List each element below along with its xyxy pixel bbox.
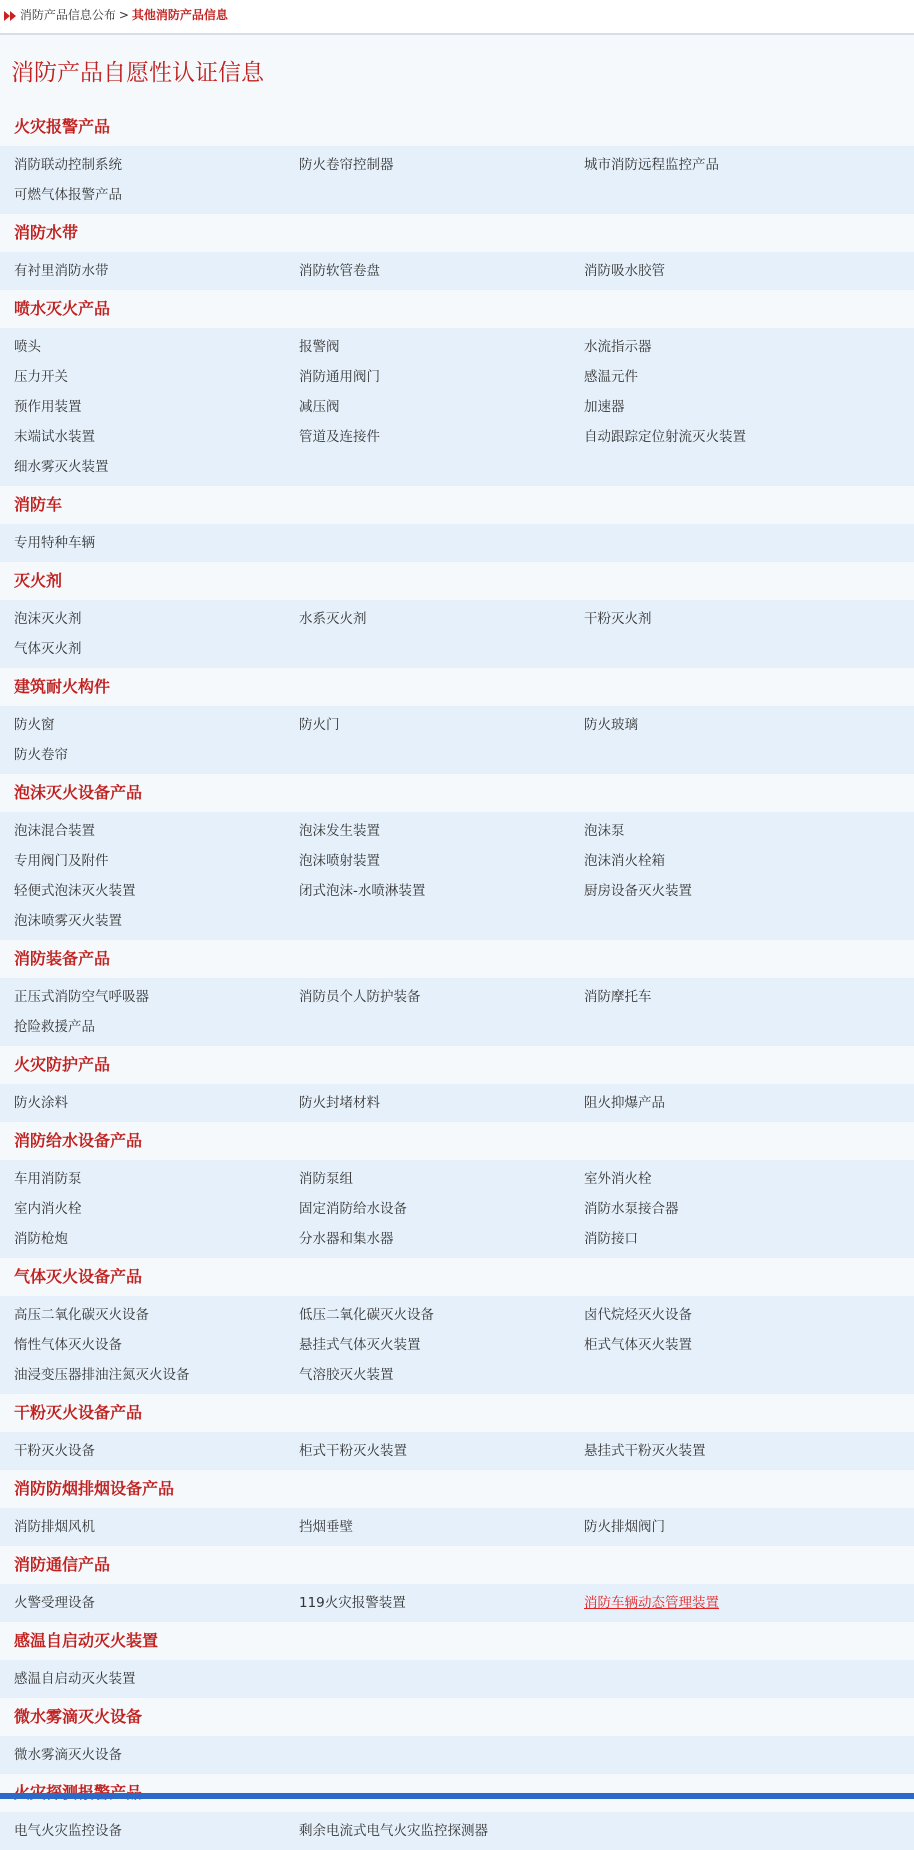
category-title: 消防车 <box>0 486 914 524</box>
item-row <box>0 1360 914 1390</box>
product-link[interactable]: 消防车辆动态管理装置 <box>584 1595 719 1611</box>
category-title: 消防防烟排烟设备产品 <box>0 1470 914 1508</box>
product-link[interactable]: 专用特种车辆 <box>14 535 95 551</box>
category-items <box>0 146 914 214</box>
category-title: 灭火剂 <box>0 562 914 600</box>
item-row <box>0 362 914 392</box>
breadcrumb-current: 其他消防产品信息 <box>131 8 228 22</box>
item-row <box>0 1512 914 1542</box>
category-section <box>0 1046 914 1122</box>
category-title: 干粉灭火设备产品 <box>0 1394 914 1432</box>
product-link[interactable]: 管道及连接件 <box>299 429 380 445</box>
category-title: 喷水灭火产品 <box>0 290 914 328</box>
item-row <box>0 906 914 936</box>
product-link[interactable]: 防火排烟阀门 <box>584 1519 665 1535</box>
category-section <box>0 1546 914 1622</box>
category-title: 泡沫灭火设备产品 <box>0 774 914 812</box>
category-section <box>0 486 914 562</box>
product-link[interactable]: 闭式泡沫-水喷淋装置 <box>299 883 426 899</box>
category-items <box>0 1084 914 1122</box>
category-title: 消防装备产品 <box>0 940 914 978</box>
product-link[interactable]: 泡沫泵 <box>584 823 625 839</box>
category-title: 火灾报警产品 <box>0 108 914 146</box>
item-row <box>0 1088 914 1118</box>
product-link[interactable]: 消防摩托车 <box>584 989 652 1005</box>
category-items <box>0 812 914 940</box>
category-section <box>0 668 914 774</box>
product-link[interactable]: 火警受理设备 <box>14 1595 95 1611</box>
product-link[interactable]: 预作用装置 <box>14 399 82 415</box>
item-row <box>0 528 914 558</box>
product-link[interactable]: 悬挂式气体灭火装置 <box>299 1337 421 1353</box>
product-link[interactable]: 末端试水装置 <box>14 429 95 445</box>
category-section <box>0 1122 914 1258</box>
product-link[interactable]: 119火灾报警装置 <box>299 1595 406 1611</box>
product-link[interactable]: 泡沫混合装置 <box>14 823 95 839</box>
category-title: 消防通信产品 <box>0 1546 914 1584</box>
product-link[interactable]: 剩余电流式电气火灾监控探测器 <box>299 1823 488 1839</box>
product-link[interactable]: 泡沫发生装置 <box>299 823 380 839</box>
category-section <box>0 1470 914 1546</box>
product-link[interactable]: 防火封堵材料 <box>299 1095 380 1111</box>
product-link[interactable]: 压力开关 <box>14 369 68 385</box>
category-items <box>0 1584 914 1622</box>
product-link[interactable]: 卤代烷烃灭火设备 <box>584 1307 692 1323</box>
product-link[interactable]: 高压二氧化碳灭火设备 <box>14 1307 149 1323</box>
category-section <box>0 290 914 486</box>
category-title: 微水雾滴灭火设备 <box>0 1698 914 1736</box>
product-link[interactable]: 防火玻璃 <box>584 717 638 733</box>
product-link[interactable]: 泡沫喷雾灭火装置 <box>14 913 122 929</box>
item-row <box>0 332 914 362</box>
item-row <box>0 1436 914 1466</box>
item-row <box>0 256 914 286</box>
product-link[interactable]: 气溶胶灭火装置 <box>299 1367 394 1383</box>
product-link[interactable]: 防火门 <box>299 717 340 733</box>
item-row <box>0 150 914 180</box>
category-section <box>0 1774 914 1850</box>
product-link[interactable]: 电气火灾监控设备 <box>14 1823 122 1839</box>
product-link[interactable]: 消防水泵接合器 <box>584 1201 679 1217</box>
item-row <box>0 982 914 1012</box>
product-link[interactable]: 泡沫灭火剂 <box>14 611 82 627</box>
product-link[interactable]: 防火窗 <box>14 717 55 733</box>
item-row <box>0 1012 914 1042</box>
category-items <box>0 1432 914 1470</box>
item-row <box>0 846 914 876</box>
category-items <box>0 328 914 486</box>
product-link[interactable]: 泡沫消火栓箱 <box>584 853 665 869</box>
product-link[interactable]: 消防软管卷盘 <box>299 263 380 279</box>
product-link[interactable]: 干粉灭火设备 <box>14 1443 95 1459</box>
item-row <box>0 876 914 906</box>
product-link[interactable]: 细水雾灭火装置 <box>14 459 109 475</box>
item-row <box>0 816 914 846</box>
category-list <box>0 108 914 1850</box>
item-row <box>0 1740 914 1770</box>
product-link[interactable]: 感温元件 <box>584 369 638 385</box>
item-row <box>0 1194 914 1224</box>
product-link[interactable]: 自动跟踪定位射流灭火装置 <box>584 429 746 445</box>
category-items <box>0 600 914 668</box>
product-link[interactable]: 微水雾滴灭火设备 <box>14 1747 122 1763</box>
product-link[interactable]: 减压阀 <box>299 399 340 415</box>
category-title: 气体灭火设备产品 <box>0 1258 914 1296</box>
product-link[interactable]: 低压二氧化碳灭火设备 <box>299 1307 434 1323</box>
product-link[interactable]: 喷头 <box>14 339 41 355</box>
category-section <box>0 562 914 668</box>
category-items <box>0 1508 914 1546</box>
category-section <box>0 1394 914 1470</box>
product-link[interactable]: 气体灭火剂 <box>14 641 82 657</box>
item-row <box>0 1588 914 1618</box>
item-row <box>0 180 914 210</box>
page-title: 消防产品自愿性认证信息 <box>0 35 914 108</box>
product-link[interactable]: 防火卷帘控制器 <box>299 157 394 173</box>
product-link[interactable]: 分水器和集水器 <box>299 1231 394 1247</box>
product-link[interactable]: 泡沫喷射装置 <box>299 853 380 869</box>
category-title: 消防水带 <box>0 214 914 252</box>
product-link[interactable]: 阻火抑爆产品 <box>584 1095 665 1111</box>
product-link[interactable]: 水流指示器 <box>584 339 652 355</box>
category-items <box>0 706 914 774</box>
item-row <box>0 1330 914 1360</box>
item-row <box>0 634 914 664</box>
product-link[interactable]: 加速器 <box>584 399 625 415</box>
category-section <box>0 1698 914 1774</box>
product-link[interactable]: 惰性气体灭火设备 <box>14 1337 122 1353</box>
product-link[interactable]: 消防接口 <box>584 1231 638 1247</box>
item-row <box>0 1816 914 1846</box>
product-link[interactable]: 干粉灭火剂 <box>584 611 652 627</box>
product-link[interactable]: 固定消防给水设备 <box>299 1201 407 1217</box>
product-link[interactable]: 消防员个人防护装备 <box>299 989 421 1005</box>
product-link[interactable]: 专用阀门及附件 <box>14 853 109 869</box>
item-row <box>0 740 914 770</box>
product-link[interactable]: 消防排烟风机 <box>14 1519 95 1535</box>
item-row <box>0 604 914 634</box>
product-link[interactable]: 报警阀 <box>299 339 340 355</box>
category-title: 感温自启动灭火装置 <box>0 1622 914 1660</box>
breadcrumb <box>0 0 914 35</box>
category-title: 建筑耐火构件 <box>0 668 914 706</box>
category-items <box>0 252 914 290</box>
bottom-bar <box>0 1793 914 1799</box>
product-link[interactable]: 轻便式泡沫灭火装置 <box>14 883 136 899</box>
product-link[interactable]: 柜式气体灭火装置 <box>584 1337 692 1353</box>
product-link[interactable]: 防火涂料 <box>14 1095 68 1111</box>
product-link[interactable]: 室内消火栓 <box>14 1201 82 1217</box>
product-link[interactable]: 可燃气体报警产品 <box>14 187 122 203</box>
product-link[interactable]: 防火卷帘 <box>14 747 68 763</box>
item-row <box>0 710 914 740</box>
category-items <box>0 1296 914 1394</box>
category-items <box>0 524 914 562</box>
category-title: 火灾防护产品 <box>0 1046 914 1084</box>
product-link[interactable]: 水系灭火剂 <box>299 611 367 627</box>
category-section <box>0 1258 914 1394</box>
category-section <box>0 214 914 290</box>
item-row <box>0 1664 914 1694</box>
category-section <box>0 774 914 940</box>
product-link[interactable]: 室外消火栓 <box>584 1171 652 1187</box>
product-link[interactable]: 感温自启动灭火装置 <box>14 1671 136 1687</box>
category-items <box>0 1812 914 1850</box>
product-link[interactable]: 抢险救援产品 <box>14 1019 95 1035</box>
item-row <box>0 1300 914 1330</box>
product-link[interactable]: 柜式干粉灭火装置 <box>299 1443 407 1459</box>
category-section <box>0 108 914 214</box>
product-link[interactable]: 消防吸水胶管 <box>584 263 665 279</box>
category-items <box>0 1160 914 1258</box>
double-arrow-icon-2 <box>10 11 16 21</box>
product-link[interactable]: 厨房设备灭火装置 <box>584 883 692 899</box>
category-items <box>0 1660 914 1698</box>
product-link[interactable]: 正压式消防空气呼吸器 <box>14 989 149 1005</box>
item-row <box>0 422 914 452</box>
item-row <box>0 392 914 422</box>
product-link[interactable]: 城市消防远程监控产品 <box>584 157 719 173</box>
product-link[interactable]: 车用消防泵 <box>14 1171 82 1187</box>
item-row <box>0 1224 914 1254</box>
breadcrumb-parent-link[interactable]: 消防产品信息公布 <box>19 8 116 22</box>
category-section <box>0 940 914 1046</box>
product-link[interactable]: 油浸变压器排油注氮灭火设备 <box>14 1367 190 1383</box>
category-items <box>0 978 914 1046</box>
breadcrumb-separator: > <box>118 8 129 22</box>
category-items <box>0 1736 914 1774</box>
item-row <box>0 452 914 482</box>
product-link[interactable]: 有衬里消防水带 <box>14 263 109 279</box>
category-title: 消防给水设备产品 <box>0 1122 914 1160</box>
product-link[interactable]: 消防泵组 <box>299 1171 353 1187</box>
product-link[interactable]: 挡烟垂壁 <box>299 1519 353 1535</box>
item-row <box>0 1164 914 1194</box>
product-link[interactable]: 消防枪炮 <box>14 1231 68 1247</box>
product-link[interactable]: 悬挂式干粉灭火装置 <box>584 1443 706 1459</box>
product-link[interactable]: 消防通用阀门 <box>299 369 380 385</box>
category-section <box>0 1622 914 1698</box>
product-link[interactable]: 消防联动控制系统 <box>14 157 122 173</box>
